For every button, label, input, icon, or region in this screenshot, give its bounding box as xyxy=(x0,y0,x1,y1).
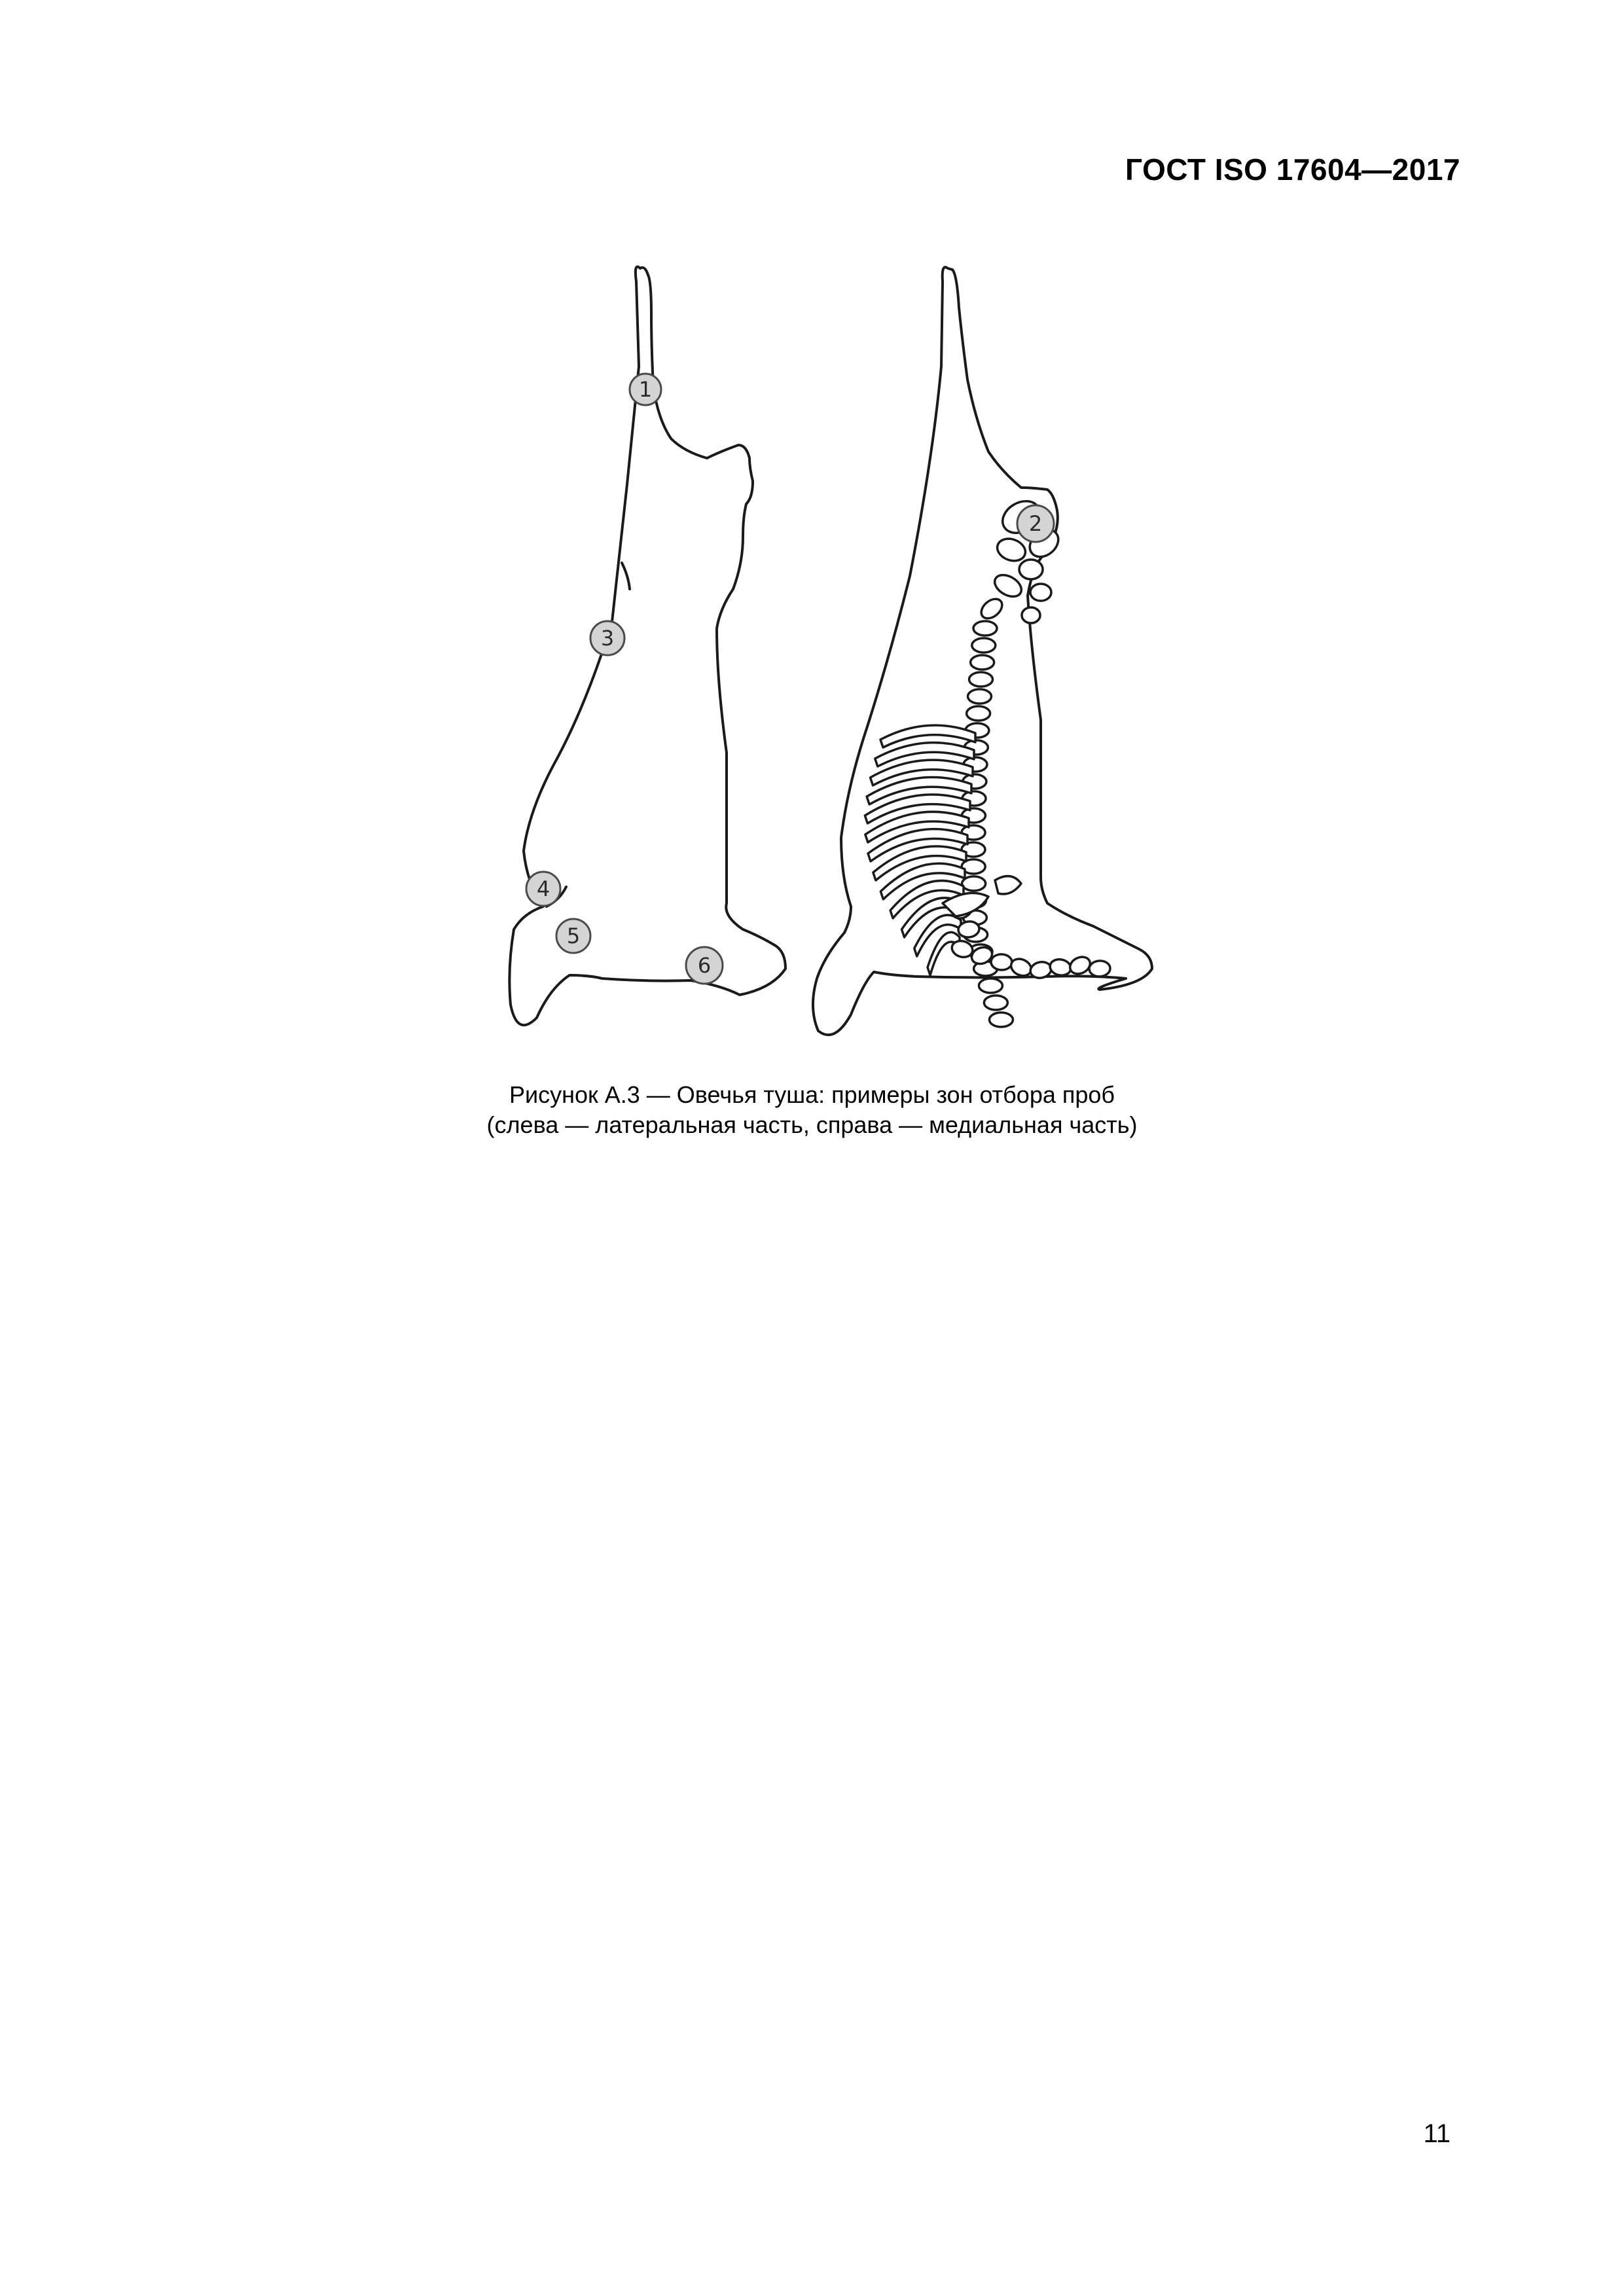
marker-4 xyxy=(526,872,560,906)
figure-caption xyxy=(0,1080,1624,1140)
sheep-carcass-figure xyxy=(0,0,1624,1113)
marker-label: 4 xyxy=(536,876,550,901)
document-header: ГОСТ ISO 17604—2017 xyxy=(1125,152,1460,187)
lateral-hip-line xyxy=(622,563,630,589)
marker-label: 6 xyxy=(697,953,712,978)
vertebra xyxy=(973,621,997,636)
vertebra xyxy=(972,638,996,653)
page-number: 11 xyxy=(1423,2119,1451,2148)
vertebra xyxy=(979,978,1002,993)
pelvis-bone xyxy=(1019,560,1043,579)
sternum-bones xyxy=(943,876,1111,980)
figure-caption-line-2: (слева — латеральная часть, справа — медиальная часть) xyxy=(486,1111,1138,1138)
pelvis-bone xyxy=(1022,607,1040,623)
vertebra xyxy=(971,655,994,670)
marker-6 xyxy=(686,947,723,984)
marker-label: 1 xyxy=(638,377,653,402)
pelvis-bone xyxy=(994,535,1028,564)
marker-3 xyxy=(590,621,624,655)
vertebra xyxy=(984,996,1007,1010)
sternum-segment xyxy=(1089,960,1110,977)
rib-cage xyxy=(865,725,975,975)
pelvis-bone xyxy=(977,595,1005,622)
vertebra xyxy=(967,706,990,721)
pelvis-bone xyxy=(1030,584,1051,601)
marker-label: 2 xyxy=(1028,511,1043,536)
figure-caption-line-1: Рисунок А.3 — Овечья туша: примеры зон отбора проб xyxy=(509,1081,1115,1108)
sternum-segment xyxy=(1049,958,1072,977)
sternum-segment xyxy=(991,954,1013,970)
marker-label: 5 xyxy=(566,924,581,948)
marker-1 xyxy=(630,374,661,405)
vertebra xyxy=(968,689,992,704)
sternum-segment xyxy=(995,876,1021,894)
vertebra xyxy=(969,672,993,687)
marker-5 xyxy=(556,919,590,953)
vertebra xyxy=(989,1013,1013,1027)
marker-label: 3 xyxy=(600,626,615,651)
marker-2 xyxy=(1017,505,1054,542)
